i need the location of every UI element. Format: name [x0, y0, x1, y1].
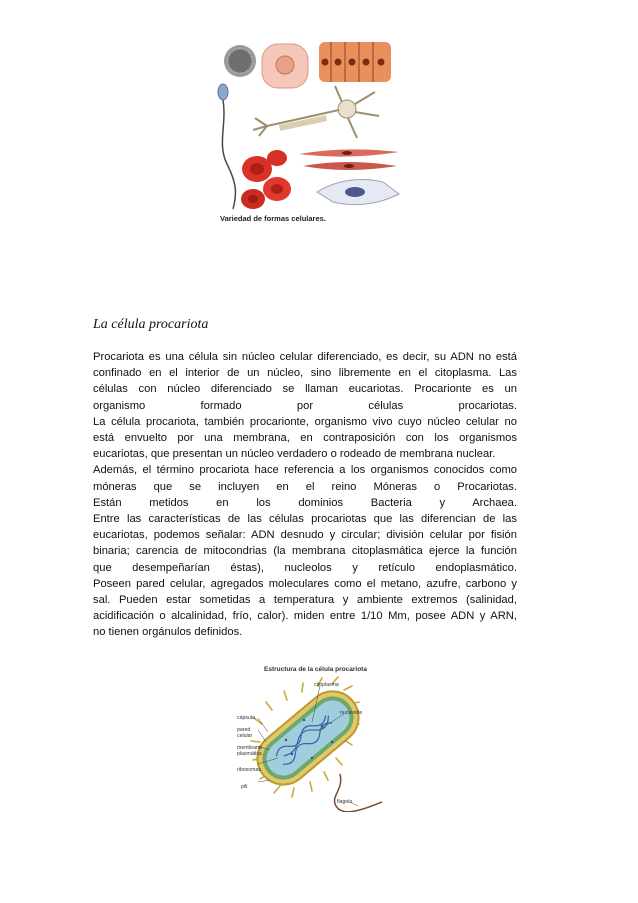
figure-caption: Variedad de formas celulares.: [220, 214, 326, 223]
label-ribosomas: ribosomas: [237, 767, 261, 773]
text-line: sal. Pueden estar sometidas a temperatura y ambiente extremos (salinidad,: [93, 594, 517, 607]
label-membrana: membrana plasmática: [237, 745, 262, 757]
text-line: que desempeñarían éstas), nucleolos y retículo endoplasmático.: [93, 561, 517, 574]
flagellum-illustration: [334, 774, 382, 812]
text-line: organismo formado por células procariotas.: [93, 399, 517, 412]
text-line: confinado en el interior de un núcleo, sino libremente en el citoplasma. Las: [93, 367, 517, 380]
label-pili: pili: [241, 784, 248, 790]
text-line: Procariota es una célula sin núcleo celular diferenciado, es decir, su ADN no está: [93, 351, 517, 363]
neuron-illustration: [253, 86, 379, 138]
text-line: Están metidos en los dominios Bacteria y Archaea.: [93, 496, 517, 509]
label-citoplasma: citoplasma: [314, 682, 339, 688]
section-title: La célula procariota: [93, 317, 209, 332]
text-line: acidificación o alcalinidad, frío, calor). miden entre 1/10 Mm, posee ADN y ARN,: [93, 610, 517, 623]
muscle-fibers-illustration: [299, 149, 399, 170]
text-line: eucariotas, que presentan un núcleo verdadero o rodeado de membrana nuclear.: [93, 448, 496, 461]
text-line: Además, el término procariota hace referencia a los organismos conocidos como: [93, 464, 517, 477]
label-capsula: cápsula: [237, 715, 255, 721]
text-line: Poseen pared celular, agregados moleculares como el metano, azufre, carbono y: [93, 577, 517, 590]
label-pared-celular: pared celular: [237, 727, 253, 739]
red-blood-cells-illustration: [241, 150, 291, 209]
text-line: células con núcleo diferenciado se llaman eucariotas. Procarionte es un: [93, 383, 517, 396]
label-flagelo: flagelo: [337, 799, 353, 805]
epithelial-cells-illustration: [319, 42, 391, 82]
body-text: [93, 349, 517, 641]
round-cell-illustration: [262, 44, 308, 88]
text-line: está envuelto por una membrana, en contraposición con los organismos: [93, 432, 517, 445]
text-line: eucariotas, podemos señalar: ADN desnudo y circular; división celular por fisión: [93, 529, 517, 542]
sperm-cell-illustration: [218, 84, 235, 209]
text-line: binaria; carencia de mitocondrias (la membrana citoplasmática ejerce la función: [93, 545, 517, 558]
text-line: móneras que se incluyen en el reino Móneras o Procariotas.: [93, 480, 517, 493]
fibroblast-illustration: [317, 180, 399, 205]
text-line: no tienen orgánulos definidos.: [93, 626, 243, 639]
label-nucleoide: nucleoide: [340, 710, 363, 716]
text-line: La célula procariota, también procarionte, organismo vivo cuyo núcleo celular no: [93, 415, 517, 428]
pollen-cell-illustration: [224, 45, 256, 77]
figure-title: Estructura de la célula procariota: [264, 666, 367, 673]
text-line: Entre las características de las células procariotas que las diferencian de las: [93, 513, 517, 526]
bacterium-body-illustration: [247, 681, 369, 795]
cell-shapes-figure: [207, 34, 409, 226]
